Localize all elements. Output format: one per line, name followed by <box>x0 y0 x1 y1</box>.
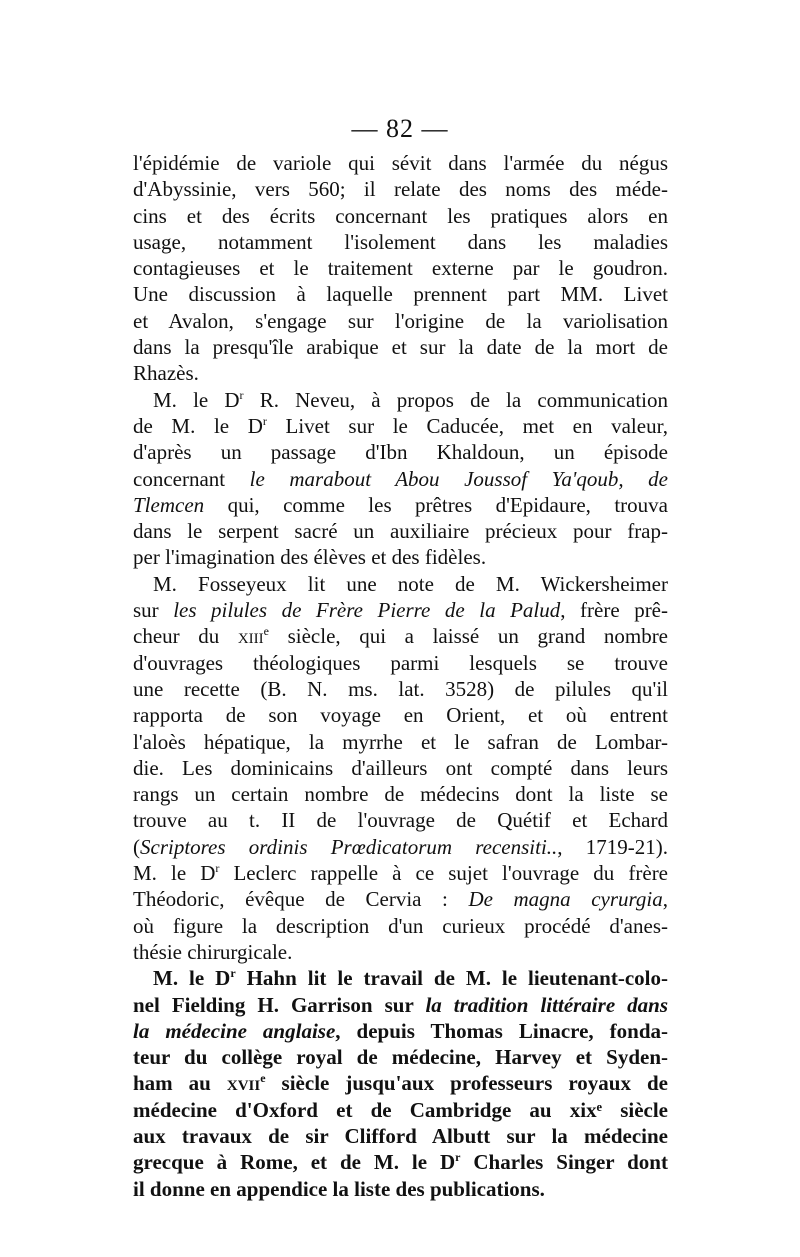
text-line: médecine d'Oxford et de Cambridge au xixᵉ siècle <box>133 1097 668 1122</box>
text-run: qui, comme les prêtres d'Epidaure, trouva <box>204 492 668 517</box>
text-line <box>133 965 668 991</box>
text-line <box>133 466 668 492</box>
text-run: Leclerc rappelle à ce sujet l'ouvrage du frère <box>219 861 669 886</box>
text-line <box>133 834 668 860</box>
text-line: Une discussion à laquelle prennent part MM. Livet <box>133 282 668 307</box>
text-run: sur <box>133 598 174 623</box>
superscript: e <box>263 624 269 639</box>
small-caps-text: xiii <box>237 624 264 649</box>
text-line: thésie chirurgicale. <box>133 939 293 964</box>
text-line: dans le serpent sacré un auxiliaire précieux pour frap- <box>133 519 668 544</box>
text-line: trouve au t. II de l'ouvrage de Quétif et Echard <box>133 808 668 833</box>
text-line: Rhazès. <box>133 361 199 386</box>
text-line: d'ouvrages théologiques parmi lesquels se trouve <box>133 650 668 675</box>
text-line <box>133 1018 668 1044</box>
text-line: il donne en appendice la liste des publications. <box>133 1176 545 1201</box>
text-run: siècle jusqu'aux professeurs royaux de <box>265 1071 668 1096</box>
text-run: , frère prê- <box>560 598 668 623</box>
text-line <box>133 860 668 886</box>
superscript: r <box>455 1150 461 1165</box>
text-line: l'épidémie de variole qui sévit dans l'armée du négus <box>133 151 668 175</box>
text-line: d'après un passage d'Ibn Khaldoun, un épisode <box>133 440 668 465</box>
text-line <box>133 992 668 1018</box>
text-line: d'Abyssinie, vers 560; il relate des noms des méde- <box>133 177 668 202</box>
text-line: et Avalon, s'engage sur l'origine de la variolisation <box>133 308 668 333</box>
italic-text: les pilules de Frère Pierre de la Palud <box>173 598 561 623</box>
text-line: per l'imagination des élèves et des fidèles. <box>133 545 487 570</box>
text-run: ham au <box>133 1071 227 1096</box>
italic-text: la médecine anglaise <box>133 1018 336 1043</box>
superscript: e <box>260 1071 266 1086</box>
text-line: aux travaux de sir Clifford Albutt sur la médecine <box>133 1123 668 1148</box>
text-line: où figure la description d'un curieux procédé d'anes- <box>133 913 668 938</box>
text-run: ( <box>133 834 140 859</box>
paragraph-3 <box>133 387 668 571</box>
italic-text: De magna cyrurgia <box>468 887 663 912</box>
text-line <box>133 623 668 649</box>
text-line: rapporta de son voyage en Orient, et où entrent <box>133 703 668 728</box>
text-line: cins et des écrits concernant les pratiques alors en <box>133 203 668 228</box>
small-caps-text: xvii <box>226 1071 261 1096</box>
text-line: die. Les dominicains d'ailleurs ont compté dans leurs <box>133 755 668 780</box>
text-run: concernant <box>133 466 250 491</box>
text-line <box>133 597 668 623</box>
text-line <box>133 492 668 518</box>
text-line: l'aloès hépatique, la myrrhe et le safran de Lombar- <box>133 729 668 754</box>
text-line: rangs un certain nombre de médecins dont la liste se <box>133 782 668 807</box>
superscript: r <box>239 387 244 402</box>
text-line: une recette (B. N. ms. lat. 3528) de pilules qu'il <box>133 676 668 701</box>
text-line: M. Fosseyeux lit une note de M. Wickersheimer <box>153 571 668 596</box>
text-line: usage, notamment l'isolement dans les maladies <box>133 229 668 254</box>
text-run: , <box>662 887 668 912</box>
text-run: M. le D <box>133 861 216 886</box>
italic-text: Scriptores ordinis Prœdicatorum recensiti.. <box>140 834 558 859</box>
text-line: teur du collège royal de médecine, Harvey et Syden- <box>133 1045 668 1070</box>
italic-text: la tradition littéraire dans <box>425 992 668 1017</box>
text-run: Charles Singer dont <box>460 1150 668 1175</box>
text-run: siècle, qui a laissé un grand nombre <box>269 624 669 649</box>
page-number: — 82 — <box>351 114 449 143</box>
text-line <box>133 387 668 413</box>
italic-text: Tlemcen <box>133 492 205 517</box>
text-line <box>133 1070 668 1096</box>
text-run: Théodoric, évêque de Cervia : <box>133 887 469 912</box>
text-run: grecque à Rome, et de M. le D <box>133 1150 456 1175</box>
text-line <box>133 886 668 912</box>
superscript: r <box>262 413 267 428</box>
paragraph-1 <box>133 150 668 281</box>
text-run: de M. le D <box>133 413 263 438</box>
text-run: M. le D <box>153 966 231 991</box>
text-run: Hahn lit le travail de M. le lieutenant-colo- <box>235 966 668 991</box>
paragraph-2 <box>133 281 668 386</box>
text-run: R. Neveu, à propos de la communication <box>243 387 668 412</box>
text-run: , 1719-21). <box>557 834 668 859</box>
paragraph-4 <box>133 571 668 965</box>
italic-text: le marabout Abou Joussof Ya'qoub, de <box>249 466 668 491</box>
text-run: M. le D <box>153 387 240 412</box>
text-line: contagieuses et le traitement externe par le goudron. <box>133 256 668 281</box>
text-run: Livet sur le Caducée, met en valeur, <box>266 413 668 438</box>
text-line: dans la presqu'île arabique et sur la date de la mort de <box>133 335 668 360</box>
text-line <box>133 413 668 439</box>
body-text <box>133 150 668 1202</box>
text-run: cheur du <box>133 624 238 649</box>
superscript: r <box>230 966 236 981</box>
text-line <box>133 1149 668 1175</box>
text-run: nel Fielding H. Garrison sur <box>133 992 426 1017</box>
paragraph-5 <box>133 965 668 1202</box>
text-run: , depuis Thomas Linacre, fonda- <box>335 1018 668 1043</box>
superscript: r <box>215 861 220 876</box>
